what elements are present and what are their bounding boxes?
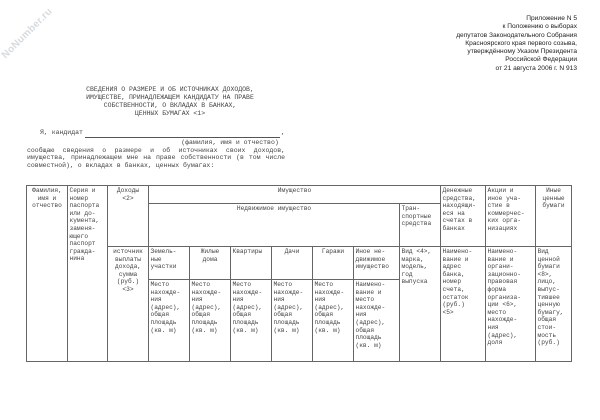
shares-detail: Наимено- вание и органи- зационно- правовая форма организа- ции <6>, место нахожде- ния (адрес), доля — [485, 246, 536, 362]
subheader-other-real-estate: Иное не- движимое имущество — [353, 246, 400, 280]
fio-hint: (фамилия, имя и отчество) — [181, 139, 279, 146]
header-property: Имущество — [148, 185, 441, 204]
candidate-label: Я, кандидат — [40, 129, 83, 136]
income-detail: источник выплаты дохода, сумма (руб.) <3> — [107, 246, 149, 362]
header-real-estate: Недвижимое имущество — [148, 203, 400, 247]
securities-detail: Вид ценной бумаги <8>, лицо, выпус- тившее ценную бумагу, общая стои- мость (руб.) — [535, 246, 572, 362]
subheader-land: Земель- ные участки — [148, 246, 190, 280]
other-real-estate-detail: Наимено- вание и место нахожде- ния (адрес), общая площадь (кв. м) — [353, 279, 400, 362]
land-detail: Место нахожде- ния (адрес), общая площадь (кв. м) — [148, 279, 190, 362]
intro-paragraph: сообщаю сведения о размере и об источниках своих доходов, имущества, принадлежащем мне на праве собственности (в том числе совместной), о вкладах в банках, ценных бумагах: — [27, 147, 285, 169]
appendix-header: Приложение N 5 к Положению о выборах депутатов Законодательного Собрания Красноярского края первого созыва, утверждённому Указом Президента Российской Федерации от 21 августа 2006 г. N 913 — [456, 15, 577, 72]
subheader-houses: Жилые дома — [189, 246, 231, 280]
apartments-detail: Место нахожде- ния (адрес), общая площадь (кв. м) — [230, 279, 272, 362]
header-securities: Иные ценные бумаги — [535, 185, 572, 247]
subheader-garages: Гаражи — [312, 246, 354, 280]
header-fio: Фамилия, имя и отчество — [26, 185, 68, 362]
subheader-apartments: Квартиры — [230, 246, 272, 280]
header-shares: Акции и иное уча- стие в коммерчес- ких орга- низациях — [485, 185, 536, 247]
header-income: Доходы <2> — [107, 185, 149, 247]
header-money: Денежные средства, находящи- еся на счетах в банках — [440, 185, 486, 247]
watermark: NoNumber.ru — [0, 6, 55, 61]
dachas-detail: Место нахожде- ния (адрес), общая площадь (кв. м) — [271, 279, 313, 362]
header-passport: Серия и номер паспорта или до- кумента, заменя- ющего паспорт гражда- нина — [67, 185, 108, 362]
comma: , — [281, 129, 285, 136]
header-transport: Тран- спортные средства — [399, 203, 441, 247]
houses-detail: Место нахожде- ния (адрес), общая площадь (кв. м) — [189, 279, 231, 362]
candidate-name-line — [85, 137, 280, 138]
money-detail: Наимено- вание и адрес банка, номер счета, остаток (руб.) <5> — [440, 246, 486, 362]
garages-detail: Место нахожде- ния (адрес), общая площадь (кв. м) — [312, 279, 354, 362]
document-title: СВЕДЕНИЯ О РАЗМЕРЕ И ОБ ИСТОЧНИКАХ ДОХОДОВ, ИМУЩЕСТВЕ, ПРИНАДЛЕЖАЩЕМ КАНДИДАТУ НА ПРАВЕ СОБСТВЕННОСТИ, О ВКЛАДАХ В БАНКАХ, ЦЕННЫХ БУМАГАХ <1> — [86, 86, 254, 117]
transport-detail: Вид <4>, марка, модель, год выпуска — [399, 246, 441, 362]
subheader-dachas: Дачи — [271, 246, 313, 280]
